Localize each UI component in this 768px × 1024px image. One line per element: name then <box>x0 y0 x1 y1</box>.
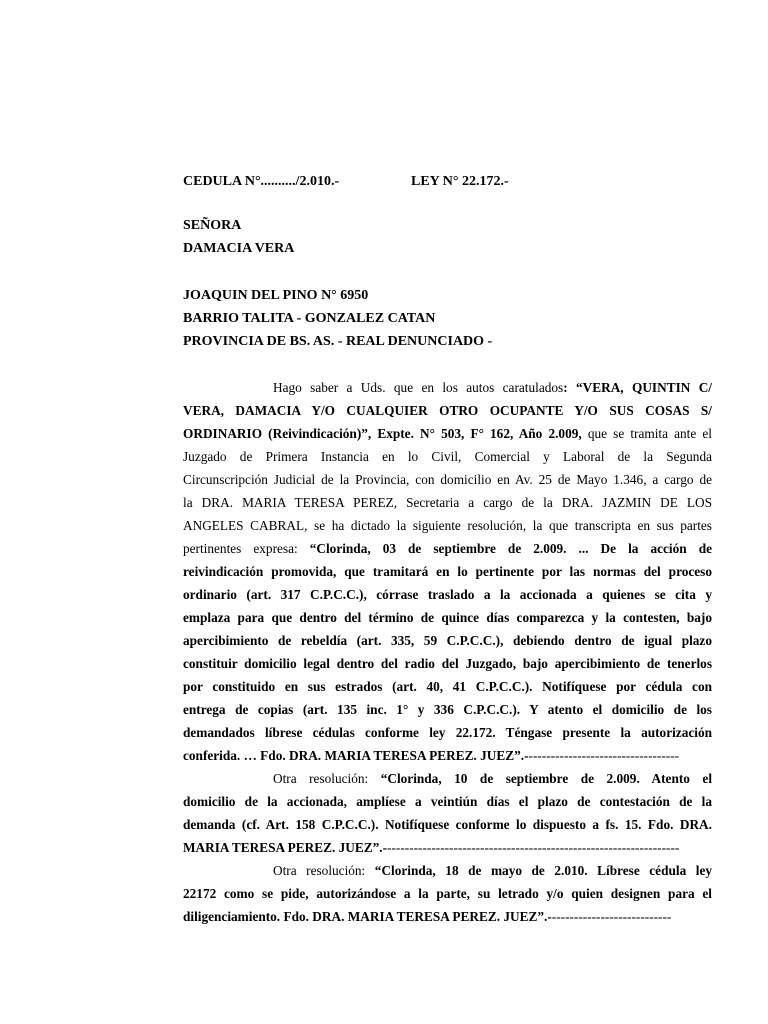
paragraph-2-line: MARIA TERESA PEREZ. JUEZ”.------------------------------------------------------------------- <box>183 840 680 855</box>
paragraph-1-line: ordinario (art. 317 C.P.C.C.), córrase traslado a la accionada a quienes se cita y <box>183 587 712 602</box>
dash-filler: ---------------------------------- <box>528 748 680 763</box>
paragraph-1-line: reivindicación promovida, que tramitará en lo pertinente por las normas del proceso <box>183 564 712 579</box>
dash-filler: --------------------------- <box>551 909 672 924</box>
recipient-name: DAMACIA VERA <box>183 241 295 256</box>
address-line-1: JOAQUIN DEL PINO N° 6950 <box>183 288 369 303</box>
paragraph-1-line: Juzgado de Primera Instancia en lo Civil, Comercial y Laboral de la Segunda <box>183 449 712 464</box>
paragraph-1-line: constituir domicilio legal dentro del radio del Juzgado, bajo apercibimiento de tenerlos <box>183 656 712 671</box>
recipient-title: SEÑORA <box>183 218 242 233</box>
paragraph-1-line: demandados líbrese cédulas conforme ley 22.172. Téngase presente la autorización <box>183 725 712 740</box>
paragraph-3-line: Otra resolución: “Clorinda, 18 de mayo de 2.010. Líbrese cédula ley <box>273 863 713 878</box>
paragraph-1-line: VERA, DAMACIA Y/O CUALQUIER OTRO OCUPANTE Y/O SUS COSAS S/ <box>183 403 712 418</box>
header-row <box>183 170 509 193</box>
paragraph-1-line: apercibimiento de rebeldía (art. 335, 59 C.P.C.C.), debiendo dentro de igual plazo <box>183 633 712 648</box>
paragraph-3-line: 22172 como se pide, autorizándose a la parte, su letrado y/o quien designen para el <box>183 886 712 901</box>
paragraph-1-line: emplaza para que dentro del término de quince días comparezca y la contesten, bajo <box>183 610 712 625</box>
paragraph-1-line: ANGELES CABRAL, se ha dictado la siguiente resolución, la que transcripta en sus partes <box>183 518 712 533</box>
paragraph-1-line: pertinentes expresa: “Clorinda, 03 de septiembre de 2.009. ... De la acción de <box>183 541 712 556</box>
address-line-3: PROVINCIA DE BS. AS. - REAL DENUNCIADO - <box>183 334 493 349</box>
paragraph-1-line: Hago saber a Uds. que en los autos caratulados: “VERA, QUINTIN C/ <box>273 380 712 395</box>
paragraph-2-line: domicilio de la accionada, amplíese a veintiún días el plazo de contestación de la <box>183 794 712 809</box>
law-number: LEY N° 22.172.- <box>411 174 509 189</box>
paragraph-2-line: Otra resolución: “Clorinda, 10 de septiembre de 2.009. Atento el <box>273 771 713 786</box>
dash-filler: ------------------------------------------------------------------ <box>387 840 680 855</box>
paragraph-1-line: entrega de copias (art. 135 inc. 1° y 336 C.P.C.C.). Y atento el domicilio de los <box>183 702 712 717</box>
address-line-2: BARRIO TALITA - GONZALEZ CATAN <box>183 311 436 326</box>
paragraph-2-line: demanda (cf. Art. 158 C.P.C.C.). Notifíquese conforme lo dispuesto a fs. 15. Fdo. DRA. <box>183 817 712 832</box>
cedula-number: CEDULA N°........../2.010.- <box>183 174 340 189</box>
paragraph-1-line: por constituido en sus estrados (art. 40, 41 C.P.C.C.). Notifíquese por cédula con <box>183 679 712 694</box>
paragraph-1-line: Circunscripción Judicial de la Provincia, con domicilio en Av. 25 de Mayo 1.346, a cargo de <box>183 472 712 487</box>
paragraph-1-line: la DRA. MARIA TERESA PEREZ, Secretaria a cargo de la DRA. JAZMIN DE LOS <box>183 495 712 510</box>
paragraph-3-line: diligenciamiento. Fdo. DRA. MARIA TERESA PEREZ. JUEZ”.---------------------------- <box>183 909 672 924</box>
paragraph-1-line: conferida. … Fdo. DRA. MARIA TERESA PEREZ. JUEZ”.----------------------------------- <box>183 748 680 763</box>
paragraph-1-line: ORDINARIO (Reivindicación)”, Expte. N° 503, F° 162, Año 2.009, que se tramita ante el <box>183 426 712 441</box>
